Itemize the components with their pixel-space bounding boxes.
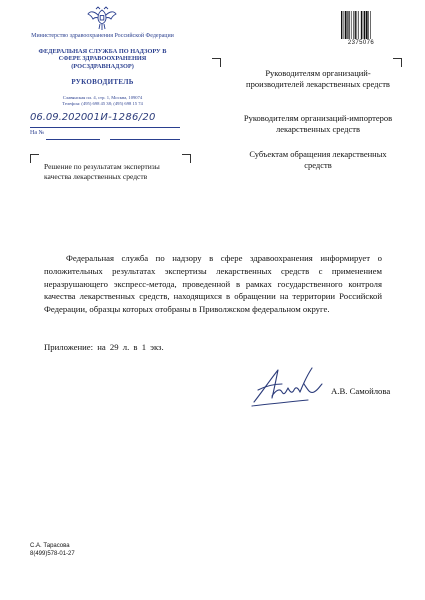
barcode-bar — [364, 11, 365, 39]
barcode — [341, 11, 381, 39]
corner-mark — [393, 58, 402, 67]
recipient-manufacturers: Руководителям организаций-производителей лекарственных средств — [246, 68, 390, 89]
corner-mark — [30, 154, 39, 163]
barcode-bar — [363, 11, 364, 39]
letter-body: Федеральная служба по надзору в сфере здравоохранения информирует о положительных результатах экспертизы лекарственных средств с применением неразрушающего экспресс-метода, проведенной в рамках государственного контроля качества лекарственных средств, находящихся в обращении на территории Российской Федерации, образцы которых отобраны в Приволжском федеральном округе. — [44, 253, 382, 315]
attachment-note: Приложение: на 29 л. в 1 экз. — [44, 342, 164, 352]
barcode-bar — [370, 11, 371, 39]
reference-label: На № — [30, 130, 45, 136]
corner-mark — [212, 58, 221, 67]
recipient-importers: Руководителям организаций-импортеров лекарственных средств — [243, 113, 393, 134]
agency-name: ФЕДЕРАЛЬНАЯ СЛУЖБА ПО НАДЗОРУ В СФЕРЕ ЗДРАВООХРАНЕНИЯ (РОСЗДРАВНАДЗОР) — [38, 48, 167, 70]
address-line: Славянская пл. 4, стр. 1, Москва, 109074 — [62, 95, 143, 100]
coat-of-arms-icon — [86, 6, 118, 32]
barcode-bar — [357, 11, 358, 39]
barcode-bar — [347, 11, 348, 39]
barcode-bar — [366, 11, 368, 39]
barcode-bar — [351, 11, 352, 39]
barcode-bar — [355, 11, 356, 39]
head-title: РУКОВОДИТЕЛЬ — [71, 78, 134, 86]
barcode-bar — [358, 11, 359, 39]
recipient-circulation-subjects: Субъектам обращения лекарственных средств — [249, 149, 387, 170]
reference-line — [30, 128, 180, 140]
barcode-bar — [343, 11, 344, 39]
agency-address — [30, 95, 175, 107]
barcode-bar — [368, 11, 369, 39]
handwritten-signature — [248, 362, 328, 410]
ministry-name: Министерство здравоохранения Российской Федерации — [31, 33, 174, 39]
registration-date: 06.09.2020 — [30, 112, 88, 123]
barcode-bar — [353, 11, 354, 39]
barcode-bar — [345, 11, 347, 39]
barcode-number: 2375076 — [347, 40, 375, 46]
executor-name: С.А. Тарасова — [30, 543, 70, 549]
barcode-bar — [341, 11, 342, 39]
executor-info — [30, 542, 75, 558]
signer-name: А.В. Самойлова — [331, 386, 391, 396]
barcode-bar — [348, 11, 349, 39]
registration-number: 01И-1286/20 — [87, 112, 156, 123]
executor-phone: 8(499)578-01-27 — [30, 551, 75, 557]
barcode-bar — [361, 11, 362, 39]
corner-mark — [182, 154, 191, 163]
phone-line: Телефон: (495) 698 45 38; (495) 698 15 74 — [62, 101, 143, 106]
letter-subject: Решение по результатам экспертизы качества лекарственных средств — [44, 162, 160, 181]
